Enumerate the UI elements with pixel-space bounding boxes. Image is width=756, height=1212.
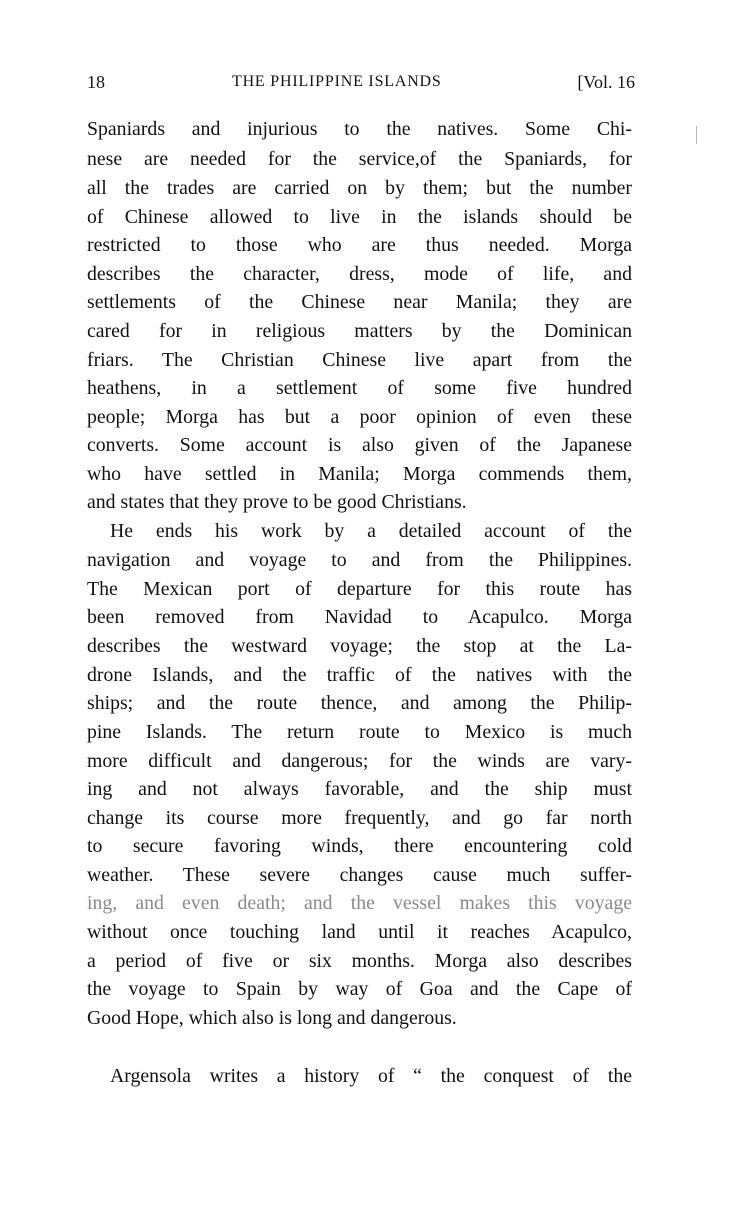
text-line: a period of five or six months. Morga also describes	[87, 950, 632, 972]
text-line: more difficult and dangerous; for the winds are vary-	[87, 750, 632, 772]
text-line: of Chinese allowed to live in the islands should be	[87, 206, 632, 228]
text-line: He ends his work by a detailed account of the	[110, 520, 632, 542]
text-line: nese are needed for the service,of the Spaniards, for	[87, 148, 632, 170]
text-line: pine Islands. The return route to Mexico is much	[87, 721, 632, 743]
text-line: Spaniards and injurious to the natives. Some Chi-	[87, 118, 632, 140]
text-line: been removed from Navidad to Acapulco. Morga	[87, 606, 632, 628]
text-line: and states that they prove to be good Christians.	[87, 491, 467, 513]
text-line: heathens, in a settlement of some five hundred	[87, 377, 632, 399]
text-line: converts. Some account is also given of the Japanese	[87, 434, 632, 456]
text-line: weather. These severe changes cause much suffer-	[87, 864, 632, 886]
text-line: who have settled in Manila; Morga commends them,	[87, 463, 632, 485]
page-header	[87, 70, 635, 94]
text-line: Good Hope, which also is long and dangerous.	[87, 1007, 457, 1029]
text-line: navigation and voyage to and from the Philippines.	[87, 549, 632, 571]
text-line: describes the character, dress, mode of life, and	[87, 263, 632, 285]
text-line: without once touching land until it reaches Acapulco,	[87, 921, 632, 943]
text-line: cared for in religious matters by the Dominican	[87, 320, 632, 342]
text-line: settlements of the Chinese near Manila; they are	[87, 291, 632, 313]
text-line: describes the westward voyage; the stop at the La-	[87, 635, 632, 657]
volume-label: [Vol. 16	[577, 72, 635, 92]
text-line: Argensola writes a history of “ the conquest of the	[110, 1065, 632, 1087]
page-number: 18	[87, 72, 105, 92]
text-line: to secure favoring winds, there encountering cold	[87, 835, 632, 857]
text-line: people; Morga has but a poor opinion of even these	[87, 406, 632, 428]
text-line: friars. The Christian Chinese live apart from the	[87, 349, 632, 371]
faded-text-line: ing, and even death; and the vessel makes this voyage	[87, 892, 632, 914]
text-line: ships; and the route thence, and among the Philip-	[87, 692, 632, 714]
text-line: all the trades are carried on by them; but the number	[87, 177, 632, 199]
margin-mark	[696, 126, 697, 144]
text-line: the voyage to Spain by way of Goa and the Cape of	[87, 978, 632, 1000]
text-line: drone Islands, and the traffic of the natives with the	[87, 664, 632, 686]
running-title: THE PHILIPPINE ISLANDS	[232, 73, 442, 90]
text-line: ing and not always favorable, and the ship must	[87, 778, 632, 800]
text-line: restricted to those who are thus needed. Morga	[87, 234, 632, 256]
text-line: The Mexican port of departure for this route has	[87, 578, 632, 600]
text-line: change its course more frequently, and go far north	[87, 807, 632, 829]
